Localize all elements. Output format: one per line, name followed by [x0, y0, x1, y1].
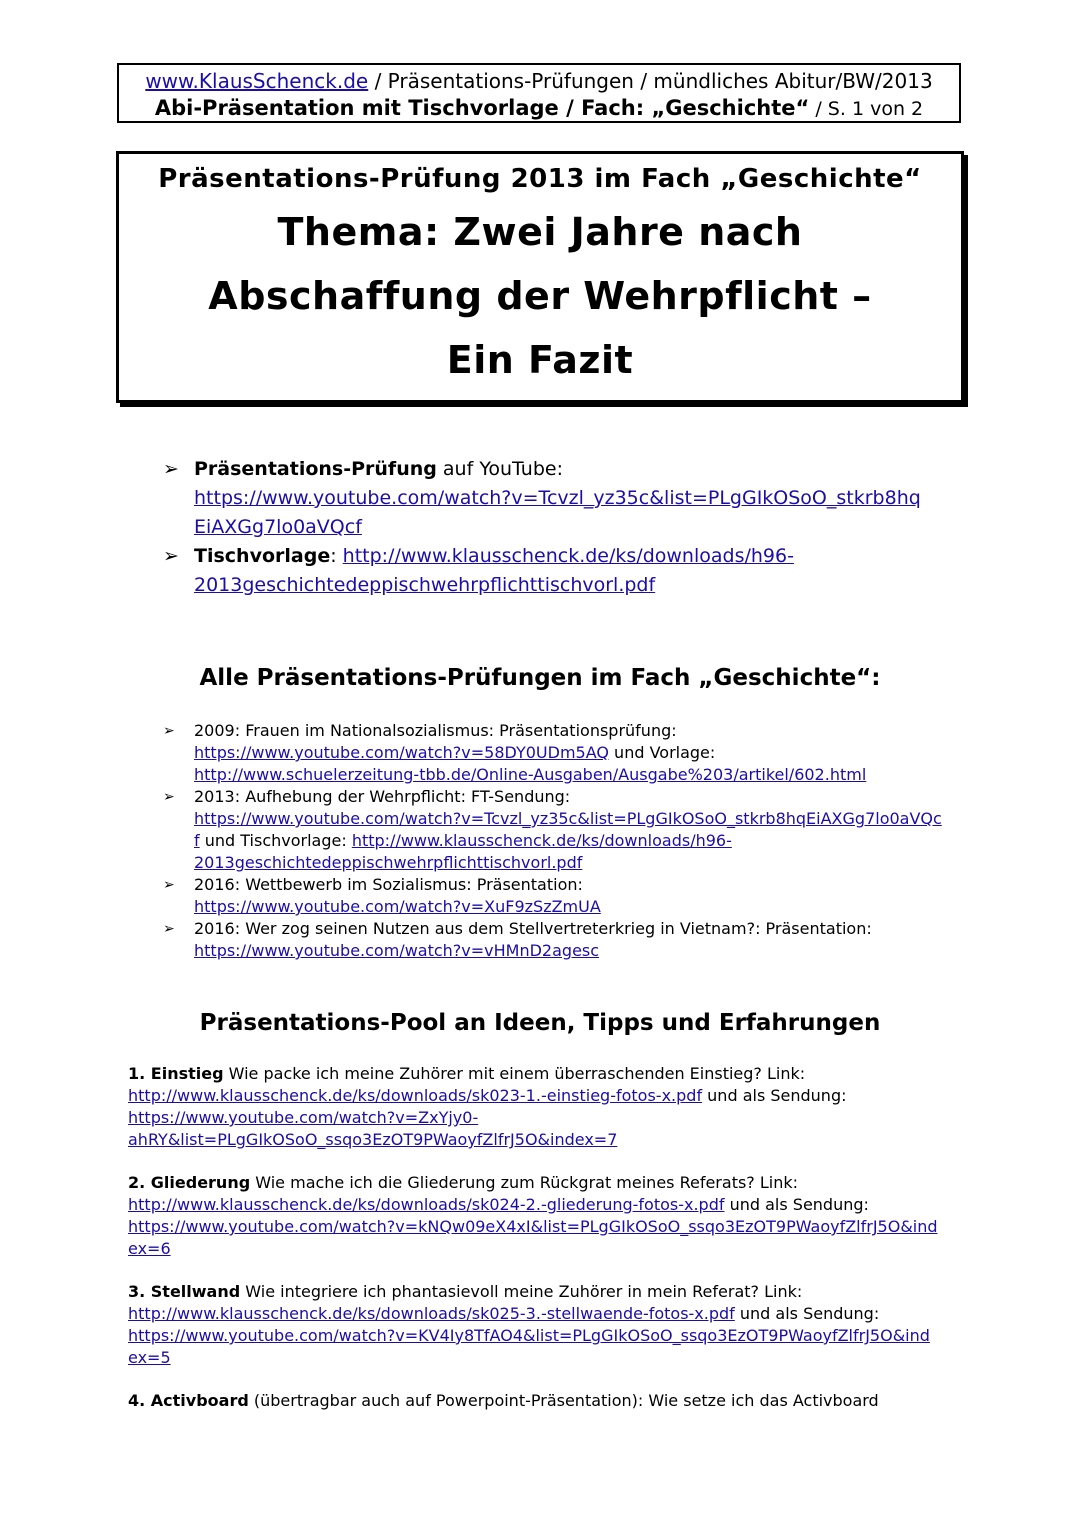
arrow-bullet-icon: ➢: [163, 458, 179, 480]
tischvorlage-link[interactable]: http://www.klausschenck.de/ks/downloads/h96-: [342, 545, 794, 567]
pool-item-text: Wie integriere ich phantasievoll meine Zuhörer in mein Referat? Link:: [240, 1282, 803, 1301]
header-line-2: [119, 95, 959, 122]
item-suffix: :: [330, 545, 343, 567]
arrow-bullet-icon: ➢: [163, 723, 175, 739]
item-text: 2009: Frauen im Nationalsozialismus: Präsentationsprüfung:: [194, 721, 677, 740]
item-label: Präsentations-Prüfung: [194, 458, 437, 480]
pool-item-einstieg: [128, 1063, 958, 1151]
pool-pdf-link[interactable]: http://www.klausschenck.de/ks/downloads/sk025-3.-stellwaende-fotos-x.pdf: [128, 1304, 735, 1323]
pool-item-stellwand: [128, 1281, 958, 1369]
pool-pdf-link[interactable]: http://www.klausschenck.de/ks/downloads/sk023-1.-einstieg-fotos-x.pdf: [128, 1086, 703, 1105]
pool-video-link-cont[interactable]: ahRY&list=PLgGIkOSoO_ssqo3EzOT9PWaoyfZlfrJ5O&index=7: [128, 1130, 618, 1149]
item-link[interactable]: https://www.youtube.com/watch?v=Tcvzl_yz35c&list=PLgGIkOSoO_stkrb8hqEiAXGg7lo0aVQc: [194, 809, 942, 828]
item-link[interactable]: https://www.youtube.com/watch?v=58DY0UDm5AQ: [194, 743, 609, 762]
header-line-1: [119, 67, 959, 95]
youtube-link[interactable]: https://www.youtube.com/watch?v=Tcvzl_yz35c&list=PLgGIkOSoO_stkrb8hq: [194, 487, 921, 509]
pool-item-mid: und als Sendung:: [702, 1086, 847, 1105]
item-text: 2016: Wettbewerb im Sozialismus: Präsentation:: [194, 875, 583, 894]
arrow-bullet-icon: ➢: [163, 545, 179, 567]
header-line-1-text: / Präsentations-Prüfungen / mündliches Abitur/BW/2013: [368, 69, 933, 93]
pool-item-text: Wie mache ich die Gliederung zum Rückgrat meines Referats? Link:: [250, 1173, 799, 1192]
section-heading-pool: Präsentations-Pool an Ideen, Tipps und Erfahrungen: [199, 1010, 881, 1036]
item-link-2[interactable]: http://www.klausschenck.de/ks/downloads/h96-: [351, 831, 732, 850]
all-exams-list: [163, 720, 963, 962]
site-link[interactable]: www.KlausSchenck.de: [145, 69, 369, 93]
arrow-bullet-icon: ➢: [163, 921, 175, 937]
item-link-2[interactable]: http://www.schuelerzeitung-tbb.de/Online-Ausgaben/Ausgabe%203/artikel/602.html: [194, 765, 867, 784]
pool-item-text: (übertragbar auch auf Powerpoint-Präsentation): Wie setze ich das Activboard: [248, 1391, 879, 1410]
pool-video-link[interactable]: https://www.youtube.com/watch?v=KV4Iy8TfAO4&list=PLgGIkOSoO_ssqo3EzOT9PWaoyfZlfrJ5O&ind: [128, 1326, 930, 1345]
item-link-cont[interactable]: f: [194, 831, 200, 850]
arrow-bullet-icon: ➢: [163, 789, 175, 805]
title-line-2: Abschaffung der Wehrpflicht –: [208, 274, 872, 318]
item-link[interactable]: https://www.youtube.com/watch?v=vHMnD2agesc: [194, 941, 600, 960]
arrow-bullet-icon: ➢: [163, 877, 175, 893]
item-text: 2013: Aufhebung der Wehrpflicht: FT-Sendung:: [194, 787, 571, 806]
pool-item-number: 3. Stellwand: [128, 1282, 241, 1301]
pool-video-link[interactable]: https://www.youtube.com/watch?v=kNQw09eX4xI&list=PLgGIkOSoO_ssqo3EzOT9PWaoyfZlfrJ5O&ind: [128, 1217, 938, 1236]
section-heading-all: Alle Präsentations-Prüfungen im Fach „Geschichte“:: [199, 665, 881, 691]
pool-video-link[interactable]: https://www.youtube.com/watch?v=ZxYjy0-: [128, 1108, 479, 1127]
item-link-3[interactable]: 2013geschichtedeppischwehrpflichttischvorl.pdf: [194, 853, 583, 872]
pool-item-mid: und als Sendung:: [734, 1304, 880, 1323]
pool-item-activboard: [128, 1390, 958, 1412]
header-subject: Abi-Präsentation mit Tischvorlage / Fach: „Geschichte“: [154, 96, 810, 120]
title-box: [116, 151, 964, 403]
item-suffix: auf YouTube:: [436, 458, 563, 480]
list-item: [163, 720, 963, 786]
pool-item-number: 1. Einstieg: [128, 1064, 224, 1083]
list-item: [163, 874, 963, 918]
page-number: / S. 1 von 2: [809, 98, 924, 120]
list-item: [163, 455, 963, 542]
top-links-list: [163, 455, 963, 600]
pool-item-number: 4. Activboard: [128, 1391, 249, 1410]
pool-item-number: 2. Gliederung: [128, 1173, 251, 1192]
pool-video-link-cont[interactable]: ex=6: [128, 1239, 171, 1258]
item-mid: und Tischvorlage:: [199, 831, 352, 850]
title-line-1: Thema: Zwei Jahre nach: [277, 210, 803, 254]
list-item: [163, 918, 963, 962]
tischvorlage-link-cont[interactable]: 2013geschichtedeppischwehrpflichttischvorl.pdf: [194, 574, 656, 596]
item-mid: und Vorlage:: [608, 743, 716, 762]
pool-item-gliederung: [128, 1172, 958, 1260]
title-subtitle: Präsentations-Prüfung 2013 im Fach „Geschichte“: [158, 164, 922, 194]
pool-video-link-cont[interactable]: ex=5: [128, 1348, 171, 1367]
list-item: [163, 786, 963, 874]
item-link[interactable]: https://www.youtube.com/watch?v=XuF9zSzZmUA: [194, 897, 601, 916]
pool-pdf-link[interactable]: http://www.klausschenck.de/ks/downloads/sk024-2.-gliederung-fotos-x.pdf: [128, 1195, 725, 1214]
youtube-link-cont[interactable]: EiAXGg7lo0aVQcf: [194, 516, 362, 538]
pool-item-mid: und als Sendung:: [724, 1195, 869, 1214]
page-header: [117, 63, 961, 123]
list-item: [163, 542, 963, 600]
pool-item-text: Wie packe ich meine Zuhörer mit einem überraschenden Einstieg? Link:: [223, 1064, 806, 1083]
title-line-3: Ein Fazit: [446, 338, 634, 382]
item-text: 2016: Wer zog seinen Nutzen aus dem Stellvertreterkrieg in Vietnam?: Präsentation:: [194, 919, 872, 938]
item-label: Tischvorlage: [194, 545, 331, 567]
